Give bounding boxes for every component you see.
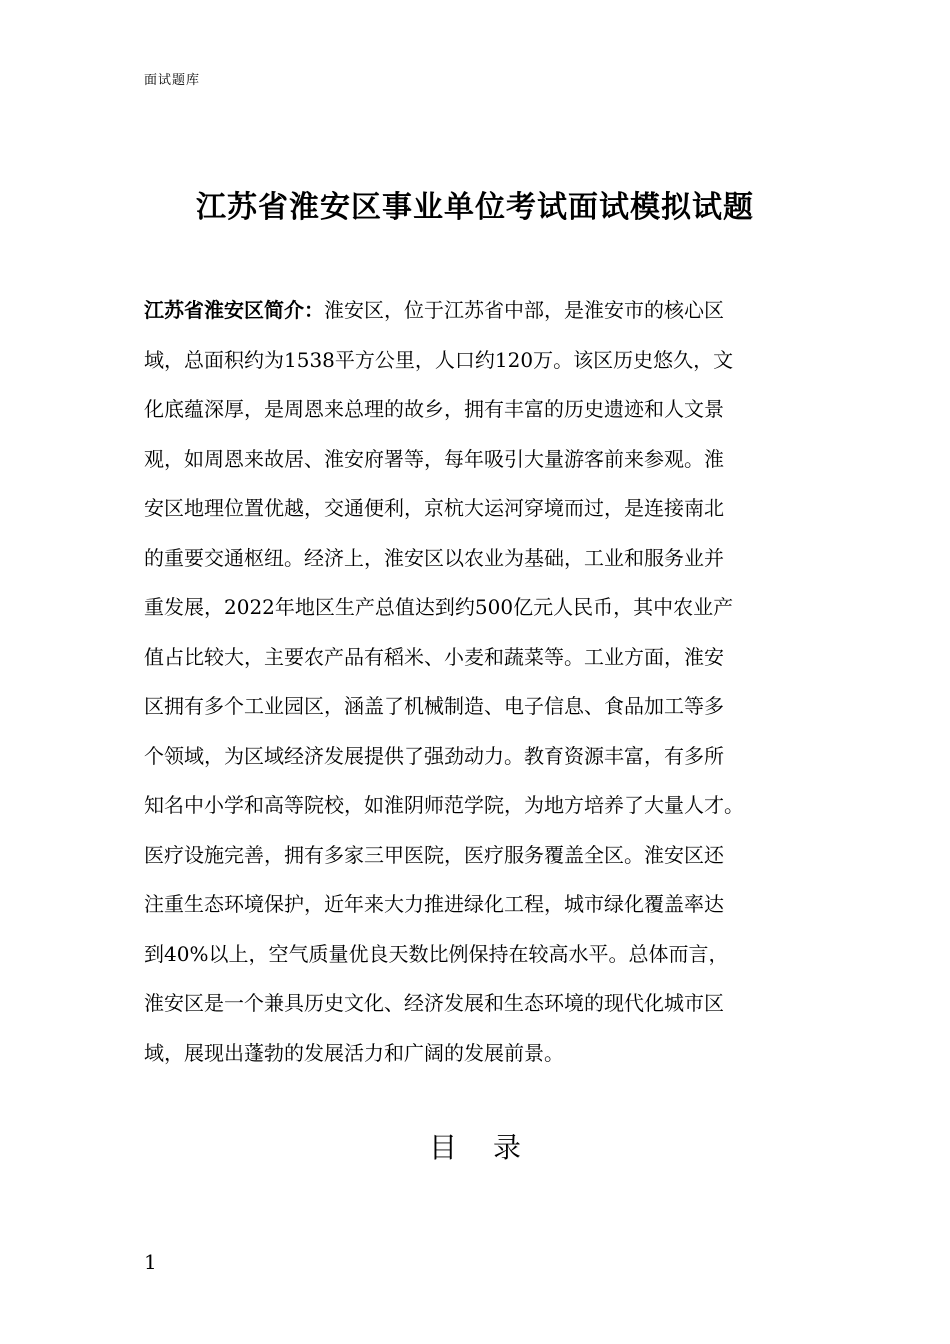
intro-line: 区拥有多个工业园区，涵盖了机械制造、电子信息、食品加工等多 bbox=[144, 694, 724, 718]
intro-line: 淮安区是一个兼具历史文化、经济发展和生态环境的现代化城市区 bbox=[144, 991, 724, 1015]
document-title: 江苏省淮安区事业单位考试面试模拟试题 bbox=[196, 190, 754, 225]
intro-line: 域，展现出蓬勃的发展活力和广阔的发展前景。 bbox=[144, 1040, 564, 1065]
intro-line: 域，总面积约为1538平方公里，人口约120万。该区历史悠久，文 bbox=[144, 347, 734, 372]
intro-line: 安区地理位置优越，交通便利，京杭大运河穿境而过，是连接南北 bbox=[144, 496, 724, 520]
intro-line bbox=[144, 286, 824, 336]
intro-line: 值占比较大，主要农产品有稻米、小麦和蔬菜等。工业方面，淮安 bbox=[144, 644, 724, 669]
page-number: 1 bbox=[144, 1250, 157, 1274]
intro-line: 重发展，2022年地区生产总值达到约500亿元人民币，其中农业产 bbox=[144, 595, 734, 619]
intro-line: 化底蕴深厚，是周恩来总理的故乡，拥有丰富的历史遗迹和人文景 bbox=[144, 397, 724, 421]
intro-line: 观，如周恩来故居、淮安府署等，每年吸引大量游客前来参观。淮 bbox=[144, 446, 724, 471]
header-label: 面试题库 bbox=[144, 73, 201, 88]
intro-line: 个领域，为区域经济发展提供了强劲动力。教育资源丰富，有多所 bbox=[144, 743, 724, 768]
intro-line: 知名中小学和高等院校，如淮阴师范学院，为地方培养了大量人才。 bbox=[144, 793, 744, 817]
intro-line: 注重生态环境保护，近年来大力推进绿化工程，城市绿化覆盖率达 bbox=[144, 892, 724, 916]
intro-line: 的重要交通枢纽。经济上，淮安区以农业为基础，工业和服务业并 bbox=[144, 545, 724, 570]
intro-section bbox=[144, 286, 824, 1078]
toc-heading: 目录 bbox=[428, 1131, 557, 1164]
intro-line-text: 淮安区，位于江苏省中部，是淮安市的核心区 bbox=[324, 298, 724, 322]
intro-line: 到40%以上，空气质量优良天数比例保持在较高水平。总体而言， bbox=[144, 941, 729, 966]
intro-line: 医疗设施完善，拥有多家三甲医院，医疗服务覆盖全区。淮安区还 bbox=[144, 842, 724, 867]
intro-heading: 江苏省淮安区简介： bbox=[144, 298, 324, 322]
